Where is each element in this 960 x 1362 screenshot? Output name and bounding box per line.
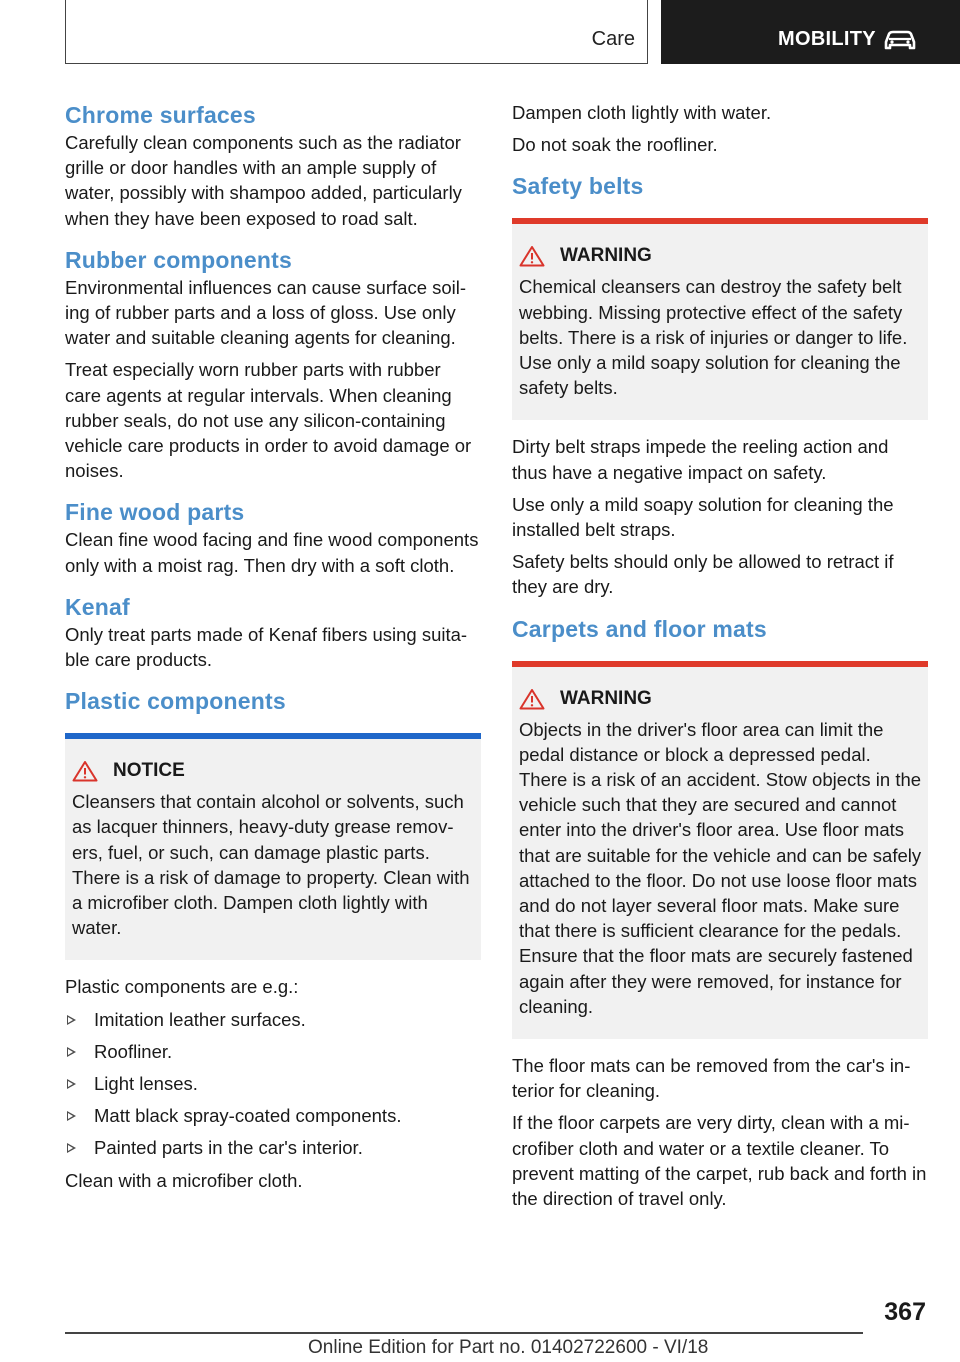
list-item: Imitation leather surfaces. (65, 1007, 481, 1032)
roofliner-text-2: Do not soak the roofliner. (512, 134, 718, 156)
bullet-triangle-icon (67, 1015, 76, 1025)
header-chapter-tab[interactable] (661, 0, 960, 64)
notice-callout (65, 733, 481, 960)
chrome-text: Carefully clean components such as the radiator grille or door handles with an ample supply of water, possibly with shampoo added, particularly when they have been exposed to road salt. (65, 132, 462, 229)
heading-fine-wood: Fine wood parts (65, 499, 245, 526)
car-icon (883, 28, 917, 57)
warning-triangle-icon (519, 245, 545, 267)
plastic-list (65, 1007, 481, 1161)
heading-carpets-floor-mats: Carpets and floor mats (512, 615, 767, 642)
wood-text: Clean fine wood facing and fine wood components only with a moist rag. Then dry with a soft cloth. (65, 529, 479, 576)
rubber-text-1: Environmental influences can cause surface soiling of rubber parts and a loss of gloss. Use only water and suitable cleaning agents for cleaning. (65, 276, 467, 349)
page-number: 367 (884, 1298, 926, 1326)
heading-kenaf: Kenaf (65, 593, 130, 620)
heading-chrome-surfaces: Chrome surfaces (65, 102, 256, 128)
belts-text-1: Dirty belt straps impede the reeling action and thus have a negative impact on safety. (512, 436, 889, 483)
belts-text-2: Use only a mild soapy solution for cleaning the installed belt straps. (512, 493, 894, 541)
right-column (512, 100, 928, 1211)
belts-warning-text: Chemical cleansers can destroy the safety belt webbing. Missing protective effect of the safety belts. There is a risk of injuries or danger to life. Use only a mild soapy solution for cleaning the safety belts. (519, 276, 908, 399)
mats-text-2: If the floor carpets are very dirty, clean with a microfiber cloth and water or a textile cleaner. To prevent matting of the carpet, rub back and forth in the direction of travel only. (512, 1112, 927, 1210)
kenaf-text: Only treat parts made of Kenaf fibers using suitable care products. (65, 623, 468, 671)
roofliner-text-1: Dampen cloth lightly with water. (512, 102, 772, 123)
warning-triangle-icon (519, 688, 545, 710)
header-chapter-label: MOBILITY (778, 28, 876, 50)
footer-edition: Online Edition for Part no. 01402722600 - VI/18 (308, 1337, 709, 1358)
list-item: Roofliner. (65, 1039, 481, 1064)
notice-text: Cleansers that contain alcohol or solvents, such as lacquer thinners, heavy-duty grease removers, fuel, or such, can damage plastic parts. There is a risk of damage to property. Clean with a microfiber cloth. Dampen cloth lightly with water. (72, 791, 470, 939)
mats-warning-text: Objects in the driver's floor area can limit the pedal distance or block a depressed pedal. There is a risk of an accident. Stow objects in the vehicle such that they are secured and cannot enter into the driver's floor area. Use floor mats that are suitable for the vehicle and can be safely attached to the floor. Do not use loose floor mats and do not layer several floor mats. Make sure that there is sufficient clearance for the pedals. Ensure that the floor mats are securely fastened again after they were removed, for instance for cleaning. (519, 718, 922, 1017)
warning-title: WARNING (560, 687, 652, 709)
bullet-triangle-icon (67, 1111, 76, 1121)
footer-rule (65, 1332, 863, 1334)
list-item: Matt black spray-coated components. (65, 1103, 481, 1128)
warning-title: WARNING (560, 245, 652, 267)
header-section-box (65, 0, 648, 64)
left-column (65, 100, 481, 1193)
plastic-outro: Clean with a microfiber cloth. (65, 1169, 303, 1191)
belts-text-3: Safety belts should only be allowed to retract if they are dry. (512, 551, 894, 598)
header-section-label: Care (591, 28, 635, 50)
bullet-triangle-icon (67, 1079, 76, 1089)
rubber-text-2: Treat especially worn rubber parts with rubber care agents at regular intervals. When cleaning rubber seals, do not use any silicon-containing vehicle care products in order to avoid damage or noises. (65, 359, 472, 482)
list-item: Light lenses. (65, 1071, 481, 1096)
plastic-intro: Plastic components are e.g.: (65, 976, 299, 998)
warning-triangle-icon (72, 760, 98, 782)
mats-text-1: The floor mats can be removed from the car's interior for cleaning. (512, 1055, 911, 1102)
heading-safety-belts: Safety belts (512, 173, 644, 200)
heading-rubber-components: Rubber components (65, 246, 293, 273)
belts-warning-callout (512, 218, 928, 420)
mats-warning-callout (512, 661, 928, 1039)
list-item: Painted parts in the car's interior. (65, 1135, 481, 1160)
notice-title: NOTICE (113, 760, 185, 782)
bullet-triangle-icon (67, 1143, 76, 1153)
heading-plastic-components: Plastic components (65, 688, 286, 715)
bullet-triangle-icon (67, 1047, 76, 1057)
